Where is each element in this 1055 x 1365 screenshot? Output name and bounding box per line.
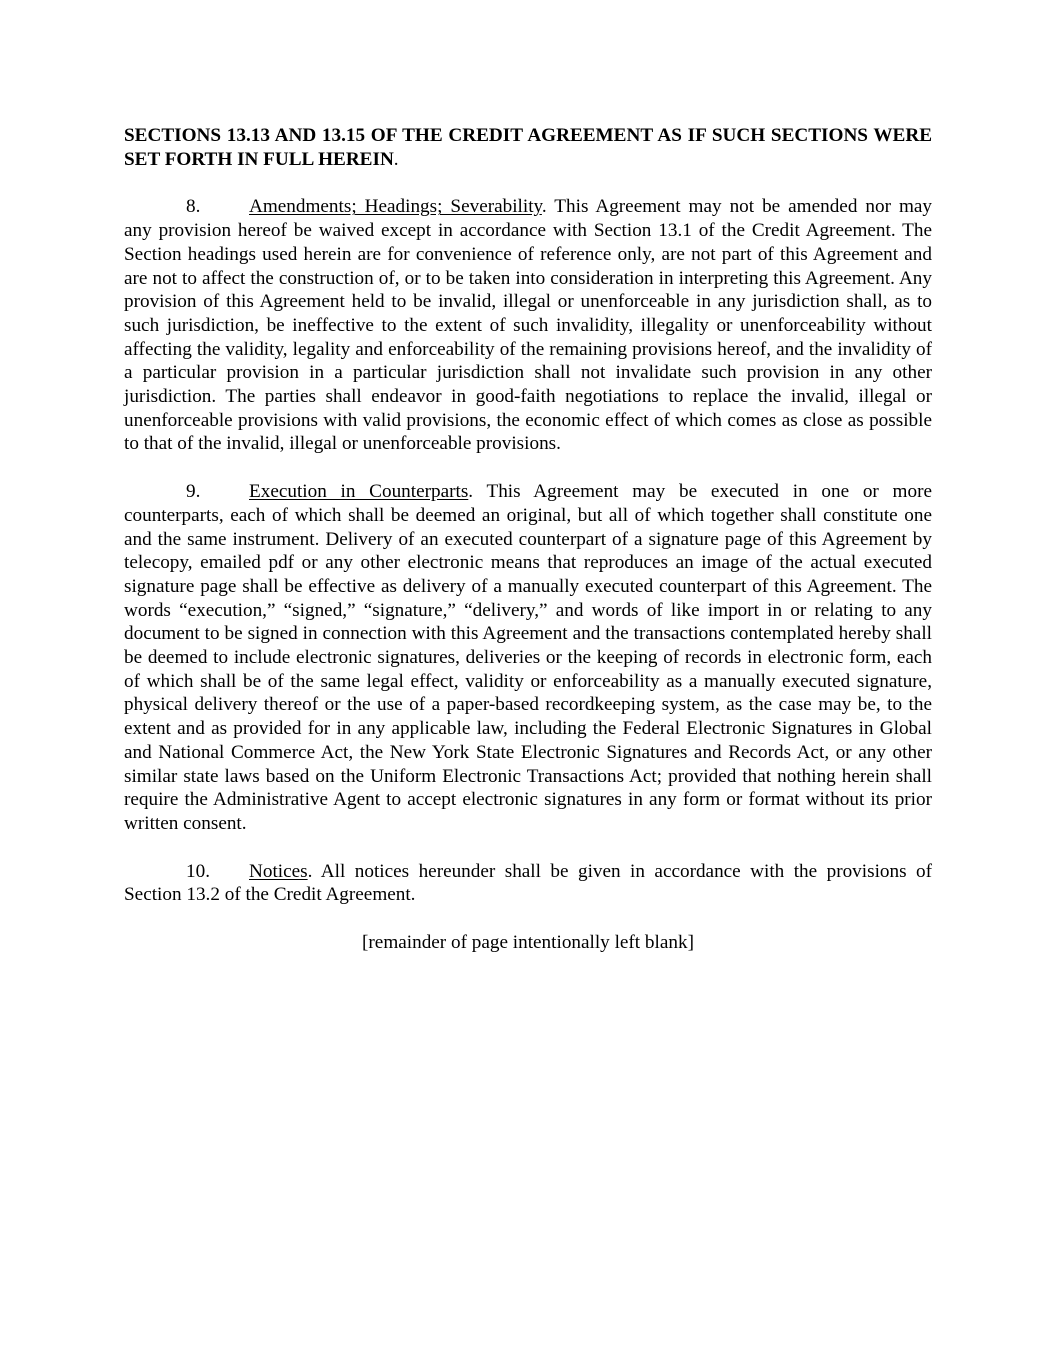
heading-trailing-period: . [393, 148, 399, 170]
document-page [124, 124, 932, 955]
section-10-title: Notices [249, 860, 308, 882]
section-9-number: 9. [186, 481, 201, 503]
section-10-number: 10. [186, 860, 210, 882]
section-9-title: Execution in Counterparts [249, 481, 469, 503]
section-8-body: . This Agreement may not be amended nor may any provision hereof be waived except in accordance with Section 13.1 of the Credit Agreement. The Section headings used herein are for convenience of reference only, are not part of this Agreement and are not to affect the construction of, or to be taken into consideration in interpreting this Agreement. Any provision of this Agreement held to be invalid, illegal or unenforceable in any jurisdiction shall, as to such jurisdiction, be ineffective to the extent of such invalidity, illegality or unenforceability without affecting the validity, legality and enforceability of the remaining provisions hereof, and the invalidity of a particular provision in a particular jurisdiction shall not invalidate such provision in any other jurisdiction. The parties shall endeavor in good-faith negotiations to replace the invalid, illegal or unenforceable provisions with valid provisions, the economic effect of which comes as close as possible to that of the invalid, illegal or unenforceable provisions. [124, 196, 932, 455]
heading-text: SECTIONS 13.13 AND 13.15 OF THE CREDIT AGREEMENT AS IF SUCH SECTIONS WERE SET FORTH IN FULL HEREIN [124, 125, 932, 170]
section-8-paragraph [124, 195, 932, 456]
section-9-body: . This Agreement may be executed in one or more counterparts, each of which shall be deemed an original, but all of which together shall constitute one and the same instrument. Delivery of an executed counterpart of a signature page of this Agreement by telecopy, emailed pdf or any other electronic means that reproduces an image of the actual executed signature page shall be effective as delivery of a manually executed counterpart of this Agreement. The words “execution,” “signed,” “signature,” “delivery,” and words of like import in or relating to any document to be signed in connection with this Agreement and the transactions contemplated hereby shall be deemed to include electronic signatures, deliveries or the keeping of records in electronic form, each of which shall be of the same legal effect, validity or enforceability as a manually executed signature, physical delivery thereof or the use of a paper-based recordkeeping system, as the case may be, to the extent and as provided for in any applicable law, including the Federal Electronic Signatures in Global and National Commerce Act, the New York State Electronic Signatures and Records Act, or any other similar state laws based on the Uniform Electronic Transactions Act; provided that nothing herein shall require the Administrative Agent to accept electronic signatures in any form or format without its prior written consent. [124, 481, 932, 834]
remainder-blank-note: [remainder of page intentionally left blank] [362, 932, 694, 954]
section-8-number: 8. [186, 196, 201, 218]
section-10-paragraph [124, 860, 932, 907]
section-10-body: . All notices hereunder shall be given in accordance with the provisions of Section 13.2 of the Credit Agreement. [124, 860, 932, 906]
section-8-title: Amendments; Headings; Severability [249, 196, 542, 218]
section-9-paragraph [124, 480, 932, 836]
continued-heading [124, 124, 932, 171]
